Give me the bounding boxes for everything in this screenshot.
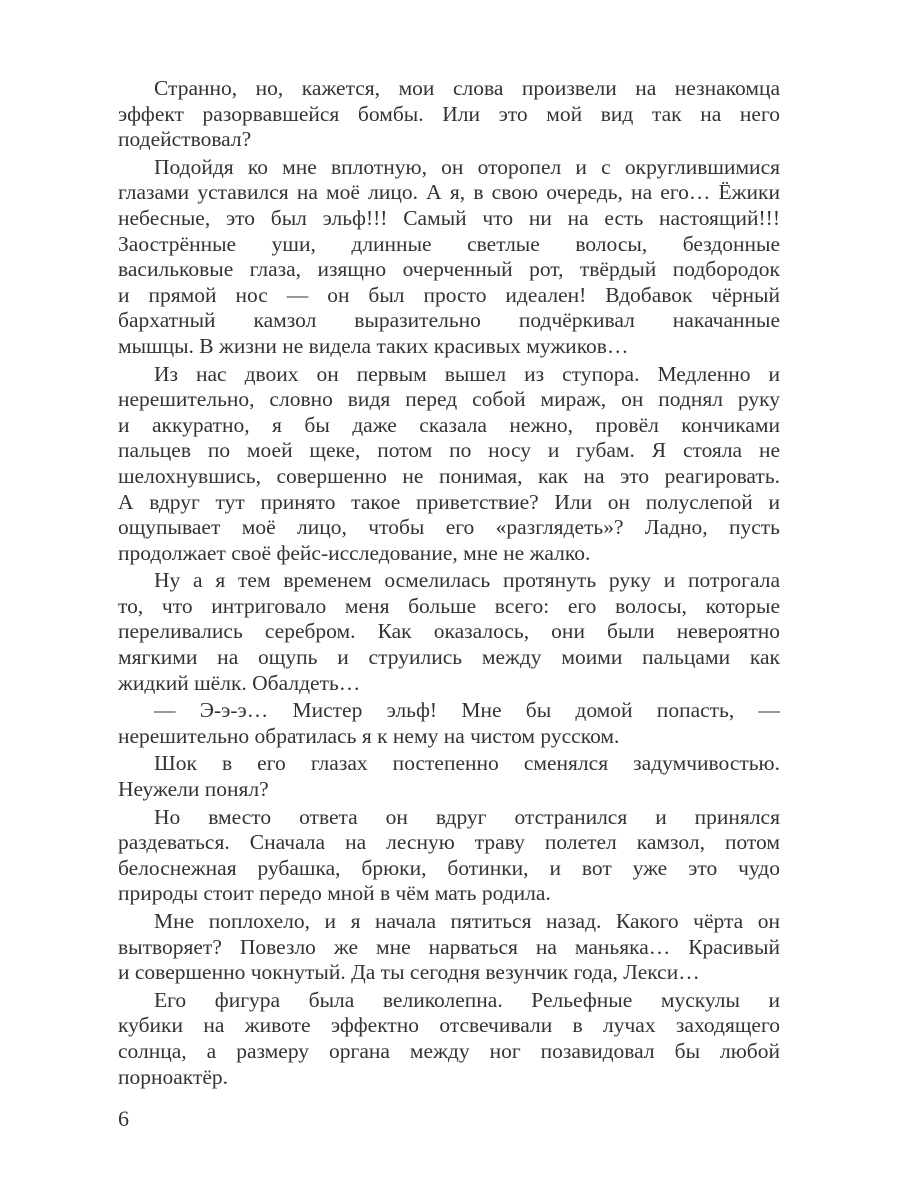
text-line: небесные, это был эльф!!! Самый что ни на есть настоящий!!! bbox=[118, 205, 780, 230]
paragraph-1 bbox=[118, 76, 780, 153]
text-line: подействовал? bbox=[118, 127, 252, 152]
text-line: природы стоит передо мной в чём мать родила. bbox=[118, 881, 551, 906]
text-line: А вдруг тут принято такое приветствие? Или он полуслепой и bbox=[118, 489, 780, 514]
text-line: Но вместо ответа он вдруг отстранился и принялся bbox=[154, 804, 780, 829]
text-line: продолжает своё фейс-исследование, мне не жалко. bbox=[118, 540, 591, 565]
text-line: мягкими на ощупь и струились между моими пальцами как bbox=[118, 645, 780, 670]
text-line: Ну а я тем временем осмелилась протянуть руку и потрогала bbox=[154, 568, 780, 593]
text-line: порноактёр. bbox=[118, 1064, 229, 1089]
text-line: Его фигура была великолепна. Рельефные мускулы и bbox=[154, 987, 780, 1012]
text-line: Странно, но, кажется, мои слова произвели на незнакомца bbox=[154, 76, 780, 100]
text-line: бархатный камзол выразительно подчёркивал накачанные bbox=[118, 308, 780, 333]
text-line: Заострённые уши, длинные светлые волосы, бездонные bbox=[118, 231, 780, 256]
text-line: васильковые глаза, изящно очерченный рот, твёрдый подбородок bbox=[118, 257, 780, 282]
text-line: кубики на животе эффектно отсвечивали в лучах заходящего bbox=[118, 1013, 780, 1038]
text-line: раздеваться. Сначала на лесную траву полетел камзол, потом bbox=[118, 830, 780, 855]
paragraph-4 bbox=[118, 568, 780, 696]
text-line: эффект разорвавшейся бомбы. Или это мой вид так на него bbox=[118, 101, 780, 126]
text-line: ощупывает моё лицо, чтобы его «разглядеть»? Ладно, пусть bbox=[118, 515, 780, 540]
text-line: — Э-э-э… Мистер эльф! Мне бы домой попасть, — bbox=[154, 698, 780, 723]
text-line: солнца, а размеру органа между ног позавидовал бы любой bbox=[118, 1038, 780, 1063]
text-line: то, что интриговало меня больше всего: его волосы, которые bbox=[118, 593, 780, 618]
text-line: Мне поплохело, и я начала пятиться назад. Какого чёрта он bbox=[154, 909, 780, 933]
text-line: жидкий шёлк. Обалдеть… bbox=[118, 670, 361, 695]
text-line: переливались серебром. Как оказалось, они были невероятно bbox=[118, 619, 780, 644]
paragraph-5 bbox=[118, 698, 780, 749]
text-line: нерешительно, словно видя перед собой мираж, он поднял руку bbox=[118, 387, 780, 412]
text-line: Неужели понял? bbox=[118, 777, 269, 802]
text-line: мышцы. В жизни не видела таких красивых мужиков… bbox=[118, 333, 629, 358]
paragraph-2 bbox=[118, 155, 780, 360]
text-line: пальцев по моей щеке, потом по носу и губам. Я стояла не bbox=[118, 438, 780, 463]
text-line: Подойдя ко мне вплотную, он оторопел и с округлившимися bbox=[154, 154, 780, 179]
page-body bbox=[118, 76, 780, 1092]
text-line: глазами уставился на моё лицо. А я, в свою очередь, на его… Ёжики bbox=[118, 180, 780, 205]
text-line: Из нас двоих он первым вышел из ступора. Медленно и bbox=[154, 361, 780, 386]
paragraph-9 bbox=[118, 988, 780, 1090]
paragraph-6 bbox=[118, 751, 780, 802]
paragraph-8 bbox=[118, 909, 780, 986]
text-line: вытворяет? Повезло же мне нарваться на маньяка… Красивый bbox=[118, 934, 780, 959]
text-line: и совершенно чокнутый. Да ты сегодня везунчик года, Лекси… bbox=[118, 960, 700, 985]
page-number: 6 bbox=[118, 1106, 129, 1131]
text-line: и прямой нос — он был просто идеален! Вдобавок чёрный bbox=[118, 282, 780, 307]
text-line: и аккуратно, я бы даже сказала нежно, провёл кончиками bbox=[118, 412, 780, 437]
text-line: нерешительно обратилась я к нему на чистом русском. bbox=[118, 723, 620, 748]
paragraph-3 bbox=[118, 362, 780, 567]
text-line: Шок в его глазах постепенно сменялся задумчивостью. bbox=[154, 751, 780, 776]
text-line: шелохнувшись, совершенно не понимая, как на это реагировать. bbox=[118, 463, 780, 488]
paragraph-7 bbox=[118, 805, 780, 907]
text-line: белоснежная рубашка, брюки, ботинки, и вот уже это чудо bbox=[118, 855, 780, 880]
